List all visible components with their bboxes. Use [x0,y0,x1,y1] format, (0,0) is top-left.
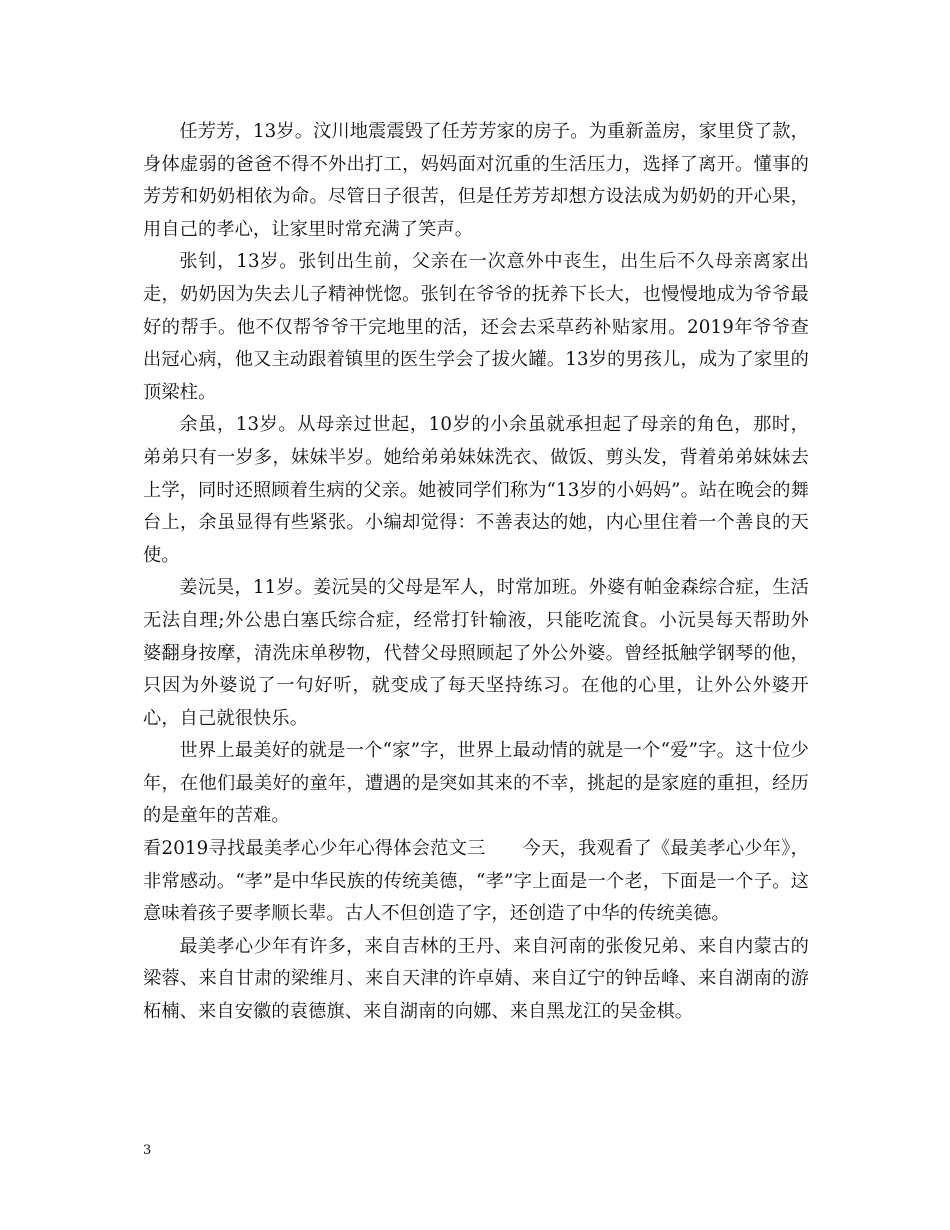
paragraph-yu-sui: 余虽，13岁。从母亲过世起，10岁的小余虽就承担起了母亲的角色，那时，弟弟只有一岁多，妹妹半岁。她给弟弟妹妹洗衣、做饭、剪头发，背着弟弟妹妹去上学，同时还照顾着生病的父亲。她被同学们称为“13岁的小妈妈”。站在晚会的舞台上，余虽显得有些紧张。小编却觉得：不善表达的她，内心里住着一个善良的天使。 [143,414,809,566]
paragraph-jiang-yuanhao: 姜沅昊，11岁。姜沅昊的父母是军人，时常加班。外婆有帕金森综合症，生活无法自理;外公患白塞氏综合症，经常打针输液，只能吃流食。小沅昊每天帮助外婆翻身按摩，清洗床单秽物，代替父母照顾起了外公外婆。曾经抵触学钢琴的他，只因为外婆说了一句好听，就变成了每天坚持练习。在他的心里，让外公外婆开心，自己就很快乐。 [143,577,809,729]
document-body [143,116,809,1029]
paragraph-summary: 世界上最美好的就是一个“家”字，世界上最动情的就是一个“爱”字。这十位少年，在他们最美好的童年，遭遇的是突如其来的不幸，挑起的是家庭的重担，经历的是童年的苦难。 [143,740,809,827]
page-number: 3 [143,1143,152,1158]
paragraph-essay-three: 看2019寻找最美孝心少年心得体会范文三 今天，我观看了《最美孝心少年》，非常感动。“孝”是中华民族的传统美德，“孝”字上面是一个老，下面是一个子。这意味着孩子要孝顺长辈。古人不但创造了字，还创造了中华的传统美德。 [143,838,809,925]
paragraph-ren-fangfang: 任芳芳，13岁。汶川地震震毁了任芳芳家的房子。为重新盖房，家里贷了款，身体虚弱的爸爸不得不外出打工，妈妈面对沉重的生活压力，选择了离开。懂事的芳芳和奶奶相依为命。尽管日子很苦，但是任芳芳却想方设法成为奶奶的开心果，用自己的孝心，让家里时常充满了笑声。 [143,121,809,240]
paragraph-zhang-zhao: 张钊，13岁。张钊出生前，父亲在一次意外中丧生，出生后不久母亲离家出走，奶奶因为失去儿子精神恍惚。张钊在爷爷的抚养下长大，也慢慢地成为爷爷最好的帮手。他不仅帮爷爷干完地里的活，还会去采草药补贴家用。2019年爷爷查出冠心病，他又主动跟着镇里的医生学会了拔火罐。13岁的男孩儿，成为了家里的顶梁柱。 [143,251,809,403]
paragraph-youth-list: 最美孝心少年有许多，来自吉林的王丹、来自河南的张俊兄弟、来自内蒙古的梁蓉、来自甘肃的梁维月、来自天津的许卓婧、来自辽宁的钟岳峰、来自湖南的游柘楠、来自安徽的袁德旗、来自湖南的向娜、来自黑龙江的吴金棋。 [143,935,809,1023]
